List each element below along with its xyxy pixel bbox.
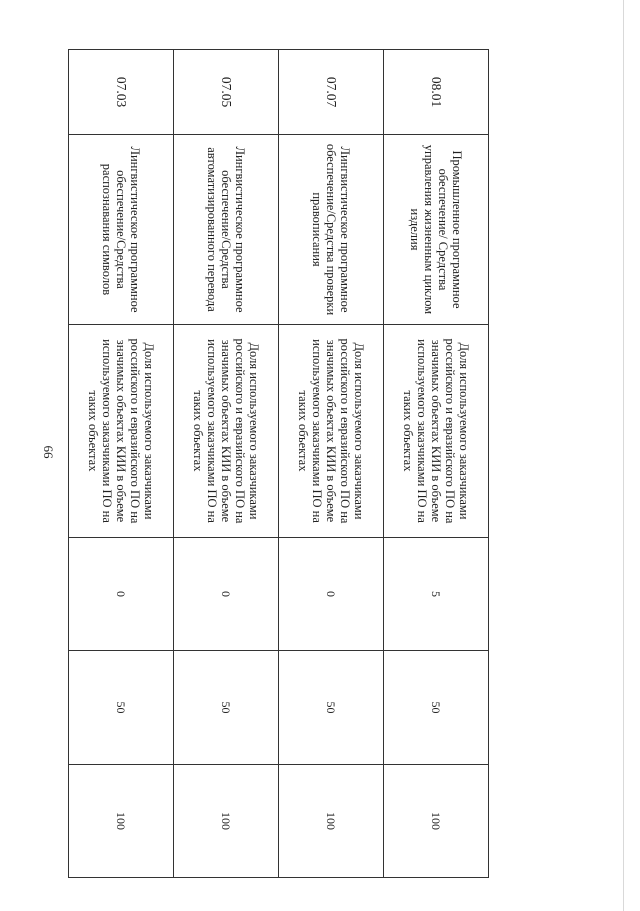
row-software-class: Лингвистическое программное обеспечение/Средства автоматизированного перевода bbox=[174, 135, 279, 325]
row-value-2: 50 bbox=[384, 651, 489, 765]
row-value-1: 0 bbox=[69, 538, 174, 651]
row-code: 08.01 bbox=[384, 50, 489, 135]
row-software-class: Лингвистическое программное обеспечение/Средства проверки правописания bbox=[279, 135, 384, 325]
rotated-table-wrapper bbox=[68, 49, 489, 877]
row-value-3: 100 bbox=[384, 765, 489, 878]
table-row bbox=[384, 50, 489, 878]
row-value-1: 5 bbox=[384, 538, 489, 651]
row-indicator: Доля используемого заказчиками российского и евразийского ПО на значимых объектах КИИ в объеме используемого заказчиками ПО на таких объектах bbox=[69, 325, 174, 538]
table-row bbox=[174, 50, 279, 878]
row-value-3: 100 bbox=[69, 765, 174, 878]
row-code: 07.05 bbox=[174, 50, 279, 135]
row-value-3: 100 bbox=[279, 765, 384, 878]
table-frame bbox=[68, 49, 489, 877]
row-indicator: Доля используемого заказчиками российского и евразийского ПО на значимых объектах КИИ в объеме используемого заказчиками ПО на таких объектах bbox=[174, 325, 279, 538]
row-value-1: 0 bbox=[279, 538, 384, 651]
row-indicator: Доля используемого заказчиками российского и евразийского ПО на значимых объектах КИИ в объеме используемого заказчиками ПО на таких объектах bbox=[384, 325, 489, 538]
table-row bbox=[69, 50, 174, 878]
row-software-class: Промышленное программное обеспечение/ Средства управления жизненным циклом изделия bbox=[384, 135, 489, 325]
row-value-2: 50 bbox=[279, 651, 384, 765]
row-value-2: 50 bbox=[69, 651, 174, 765]
row-value-1: 0 bbox=[174, 538, 279, 651]
scan-artifact bbox=[623, 0, 624, 911]
row-indicator: Доля используемого заказчиками российского и евразийского ПО на значимых объектах КИИ в объеме используемого заказчиками ПО на таких объектах bbox=[279, 325, 384, 538]
row-value-2: 50 bbox=[174, 651, 279, 765]
row-code: 07.07 bbox=[279, 50, 384, 135]
table-row bbox=[279, 50, 384, 878]
row-software-class: Лингвистическое программное обеспечение/Средства распознавания символов bbox=[69, 135, 174, 325]
software-share-table bbox=[68, 49, 489, 878]
page-number: 66 bbox=[41, 445, 56, 459]
row-value-3: 100 bbox=[174, 765, 279, 878]
row-code: 07.03 bbox=[69, 50, 174, 135]
